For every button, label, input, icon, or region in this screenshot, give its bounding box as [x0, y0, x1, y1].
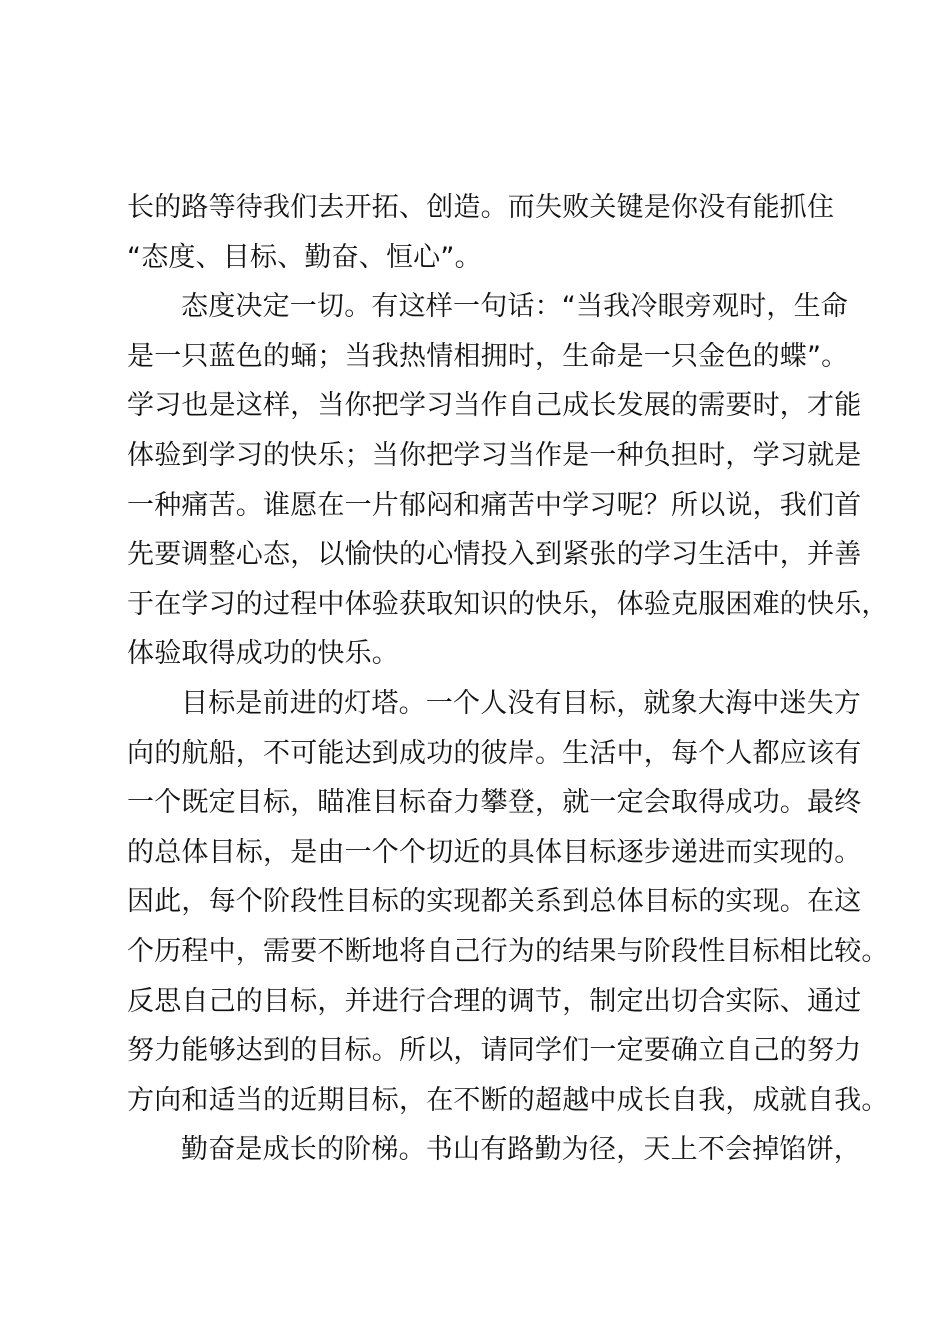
body-text: [127, 183, 889, 1175]
text-line-6: 体验到学习的快乐；当你把学习当作是一种负担时，学习就是: [127, 439, 862, 471]
text-line-10: 体验取得成功的快乐。: [127, 638, 399, 670]
text-line-14: 的总体目标，是由一个个切近的具体目标逐步递进而实现的。: [127, 836, 862, 868]
text-line-1: 长的路等待我们去开拓、创造。而失败关键是你没有能抓住: [127, 192, 835, 223]
text-line-16: 个历程中，需要不断地将自己行为的结果与阶段性目标相比较。: [127, 935, 889, 967]
text-line-7: 一种痛苦。谁愿在一片郁闷和痛苦中学习呢？所以说，我们首: [127, 489, 862, 521]
text-line-4: 是一只蓝色的蛹；当我热情相拥时，生命是一只金色的蝶”。: [127, 340, 849, 372]
text-line-13: 一个既定目标，瞄准目标奋力攀登，就一定会取得成功。最终: [127, 787, 862, 819]
text-line-15: 因此，每个阶段性目标的实现都关系到总体目标的实现。在这: [127, 886, 862, 918]
paragraph-attitude-start: 态度决定一切。有这样一句话：“当我冷眼旁观时，生命: [181, 291, 848, 323]
text-line-19: 方向和适当的近期目标，在不断的超越中成长自我，成就自我。: [127, 1084, 889, 1116]
text-line-12: 向的航船，不可能达到成功的彼岸。生活中，每个人都应该有: [127, 737, 862, 769]
text-line-18: 努力能够达到的目标。所以，请同学们一定要确立自己的努力: [127, 1035, 862, 1067]
text-line-17: 反思自己的目标，并进行合理的调节，制定出切合实际、通过: [127, 985, 862, 1017]
text-line-5: 学习也是这样，当你把学习当作自己成长发展的需要时，才能: [127, 390, 862, 422]
paragraph-goal-start: 目标是前进的灯塔。一个人没有目标，就象大海中迷失方: [181, 687, 861, 719]
text-line-2: “态度、目标、勤奋、恒心”。: [127, 241, 482, 273]
text-line-8: 先要调整心态，以愉快的心情投入到紧张的学习生活中，并善: [127, 539, 862, 571]
paragraph-diligence-start: 勤奋是成长的阶梯。书山有路勤为径，天上不会掉馅饼，: [181, 1134, 861, 1166]
text-line-9: 于在学习的过程中体验获取知识的快乐，体验克服困难的快乐，: [127, 588, 889, 620]
